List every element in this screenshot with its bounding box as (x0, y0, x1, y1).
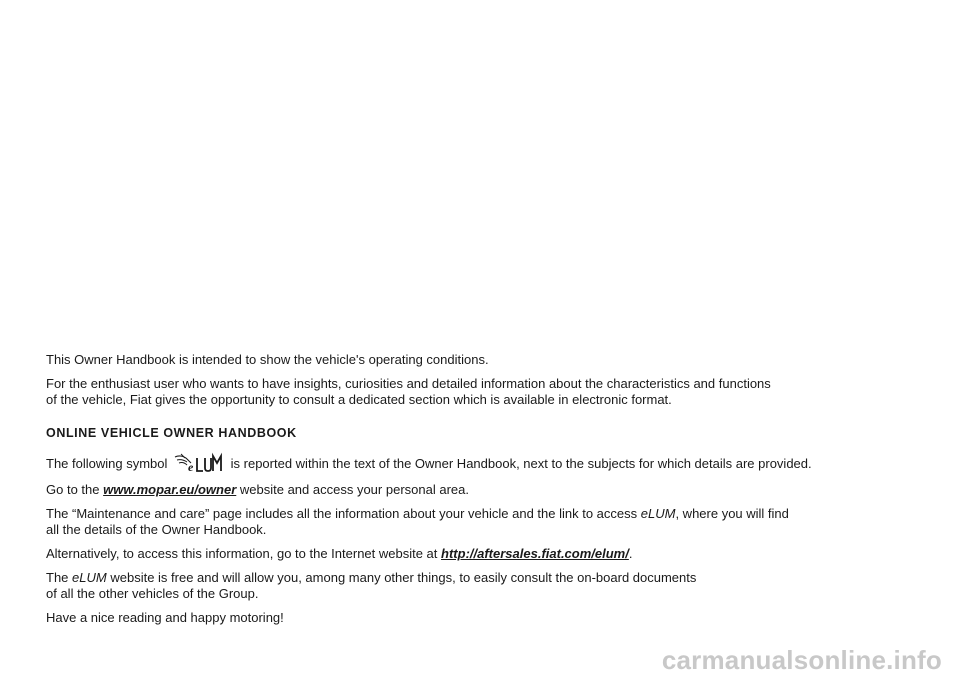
maintenance-line-2: all the details of the Owner Handbook. (46, 522, 267, 537)
maintenance-paragraph (46, 506, 926, 538)
elum-text-after: website is free and will allow you, among many other things, to easily consult the on-board documents (110, 570, 697, 585)
symbol-paragraph (46, 452, 926, 474)
elum-the: The (46, 570, 69, 585)
mopar-owner-link[interactable]: www.mopar.eu/owner (103, 482, 237, 497)
alternative-paragraph (46, 546, 926, 562)
aftersales-elum-link[interactable]: http://aftersales.fiat.com/elum/ (441, 546, 629, 561)
elum-name: eLUM (72, 570, 107, 585)
alternative-text-before: Alternatively, to access this information, go to the Internet website at (46, 546, 438, 561)
intro-line-2: For the enthusiast user who wants to have insights, curiosities and detailed information about the characteristics and functions (46, 376, 771, 391)
watermark: carmanualsonline.info (661, 645, 942, 675)
goto-paragraph (46, 482, 926, 498)
elum-paragraph (46, 570, 926, 602)
intro-paragraph-2 (46, 376, 926, 408)
alternative-text-after: . (628, 546, 633, 561)
svg-text:e: e (188, 460, 194, 474)
intro-line-1: This Owner Handbook is intended to show the vehicle's operating conditions. (46, 352, 489, 367)
maintenance-elum: eLUM (640, 506, 676, 521)
maintenance-text-before: The “Maintenance and care” page includes all the information about your vehicle and the link to access (46, 506, 638, 521)
symbol-text-before: The following symbol (46, 456, 168, 471)
elum-icon (173, 452, 225, 474)
section-heading: ONLINE VEHICLE OWNER HANDBOOK (46, 426, 297, 440)
closing-paragraph (46, 610, 926, 626)
elum-line-2: of all the other vehicles of the Group. (46, 586, 259, 601)
intro-paragraph-1 (46, 352, 926, 368)
handbook-intro-text (46, 352, 926, 634)
maintenance-text-after: , where you will find (675, 506, 789, 521)
intro-line-3: of the vehicle, Fiat gives the opportunity to consult a dedicated section which is available in electronic format. (46, 392, 672, 407)
symbol-text-after: is reported within the text of the Owner Handbook, next to the subjects for which details are provided. (230, 456, 812, 471)
goto-text-after: website and access your personal area. (239, 482, 469, 497)
goto-text-before: Go to the (46, 482, 100, 497)
closing-text: Have a nice reading and happy motoring! (46, 610, 284, 625)
